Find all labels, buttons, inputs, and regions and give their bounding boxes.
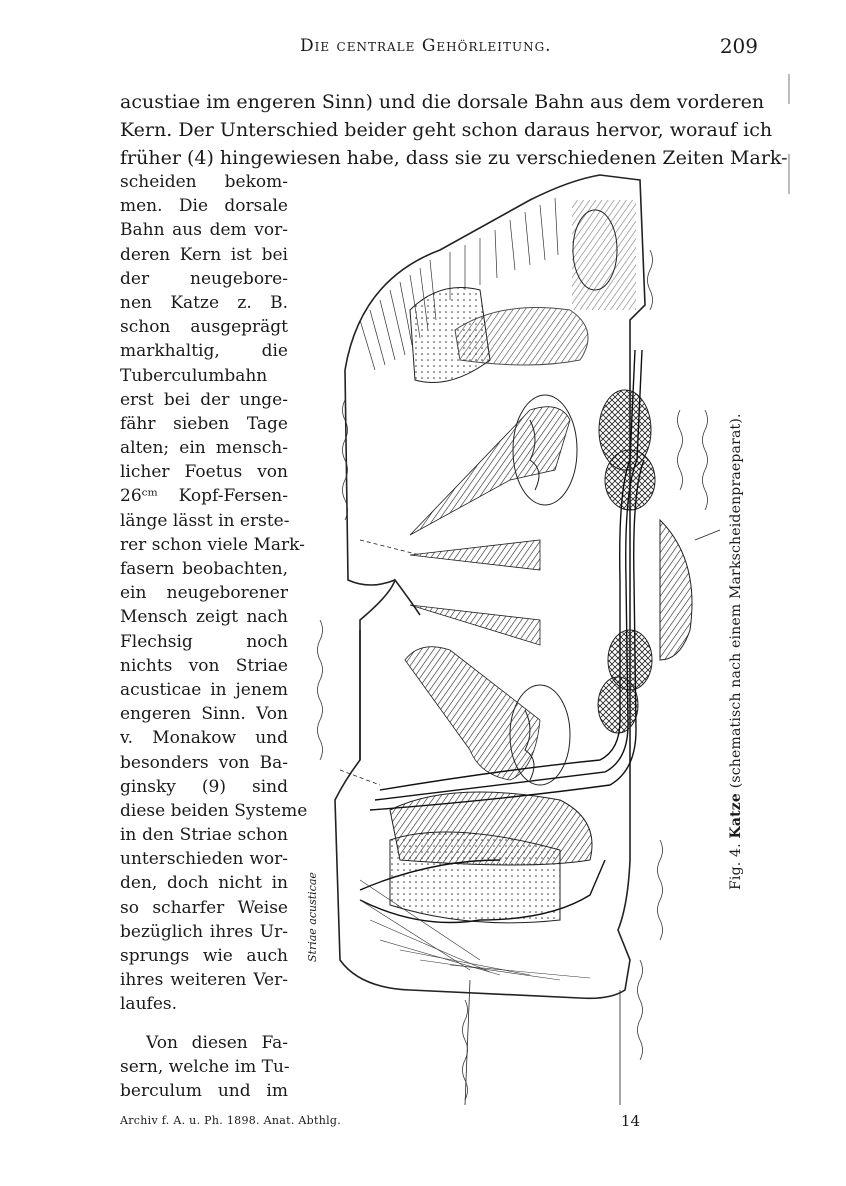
column-line: fasern beobachten,	[120, 559, 288, 579]
column-line: ein neugeborener	[120, 583, 288, 604]
column-line: scheiden bekom-	[120, 172, 288, 192]
column-line: so scharfer Weise	[120, 897, 288, 918]
right-nuclei	[598, 390, 692, 733]
column-line: unterschieden wor-	[120, 849, 288, 870]
body-text-line: acustiae im engeren Sinn) und die dorsale Bahn aus dem vorderen	[120, 91, 765, 113]
fiber-wedges	[405, 407, 570, 780]
column-line: Mensch zeigt nach	[120, 607, 288, 628]
margin-mark	[788, 74, 790, 194]
figure-species: Katze	[728, 792, 744, 839]
tuberculum-region	[410, 288, 588, 383]
figure-description: (schematisch nach einem Markscheidenpraeparat).	[728, 413, 744, 789]
column-line: besonders von Ba-	[120, 752, 288, 773]
column-line: Tuberculumbahn	[120, 365, 268, 386]
column-line: Flechsig noch	[120, 631, 288, 652]
column-line: v. Monakow und	[120, 728, 288, 749]
column-line: schon ausgeprägt	[120, 317, 288, 338]
column-line: sern, welche im Tu-	[120, 1056, 290, 1077]
column-line: deren Kern ist bei	[120, 244, 288, 265]
printer-signature: Archiv f. A. u. Ph. 1898. Anat. Abthlg.	[120, 1114, 342, 1127]
column-line: licher Foetus von	[120, 462, 288, 483]
figure-number: Fig. 4.	[728, 843, 744, 890]
body-text-line: früher (4) hingewiesen habe, dass sie zu verschiedenen Zeiten Mark-	[120, 147, 788, 169]
column-line: diese beiden Systeme	[120, 800, 308, 821]
anatomical-figure	[300, 160, 770, 1105]
column-line: 26ᶜᵐ Kopf-Fersen-	[120, 486, 288, 507]
column-line: den, doch nicht in	[120, 873, 288, 894]
column-line: ihres weiteren Ver-	[120, 970, 288, 991]
column-line: men. Die dorsale	[120, 196, 288, 217]
body-text-line: Kern. Der Unterschied beider geht schon daraus hervor, worauf ich	[120, 119, 773, 141]
page-number: 209	[719, 34, 758, 58]
column-line: nen Katze z. B.	[120, 292, 288, 313]
column-line: erst bei der unge-	[120, 389, 288, 410]
column-line: der neugebore-	[120, 268, 288, 289]
column-line: länge lässt in erste-	[120, 510, 290, 531]
running-title: Die centrale Gehörleitung.	[300, 36, 552, 56]
column-line: bezüglich ihres Ur-	[120, 921, 288, 942]
column-line: Von diesen Fa-	[146, 1032, 288, 1053]
column-line: alten; ein mensch-	[120, 438, 288, 459]
column-line: fähr sieben Tage	[120, 413, 288, 434]
page-header	[120, 36, 760, 62]
column-line: markhaltig, die	[120, 341, 288, 362]
column-line: ginsky (9) sind	[120, 776, 288, 797]
text-column	[120, 170, 308, 1103]
figure-caption	[728, 385, 744, 890]
column-line: nichts von Striae	[120, 655, 288, 676]
column-line: rer schon viele Mark-	[120, 534, 305, 555]
vorderer-kern	[572, 200, 636, 310]
column-line: laufes.	[120, 994, 178, 1015]
striae-label: Striae acusticae	[306, 872, 319, 962]
column-line: acusticae in jenem	[120, 679, 288, 700]
lower-kern	[390, 792, 592, 923]
column-line: in den Striae schon	[120, 825, 288, 846]
column-line: sprungs wie auch	[120, 946, 288, 966]
column-line: Bahn aus dem vor-	[120, 220, 288, 241]
signature-number: 14	[620, 1112, 640, 1130]
column-line: berculum und im	[120, 1080, 288, 1101]
column-line: engeren Sinn. Von	[120, 704, 288, 725]
